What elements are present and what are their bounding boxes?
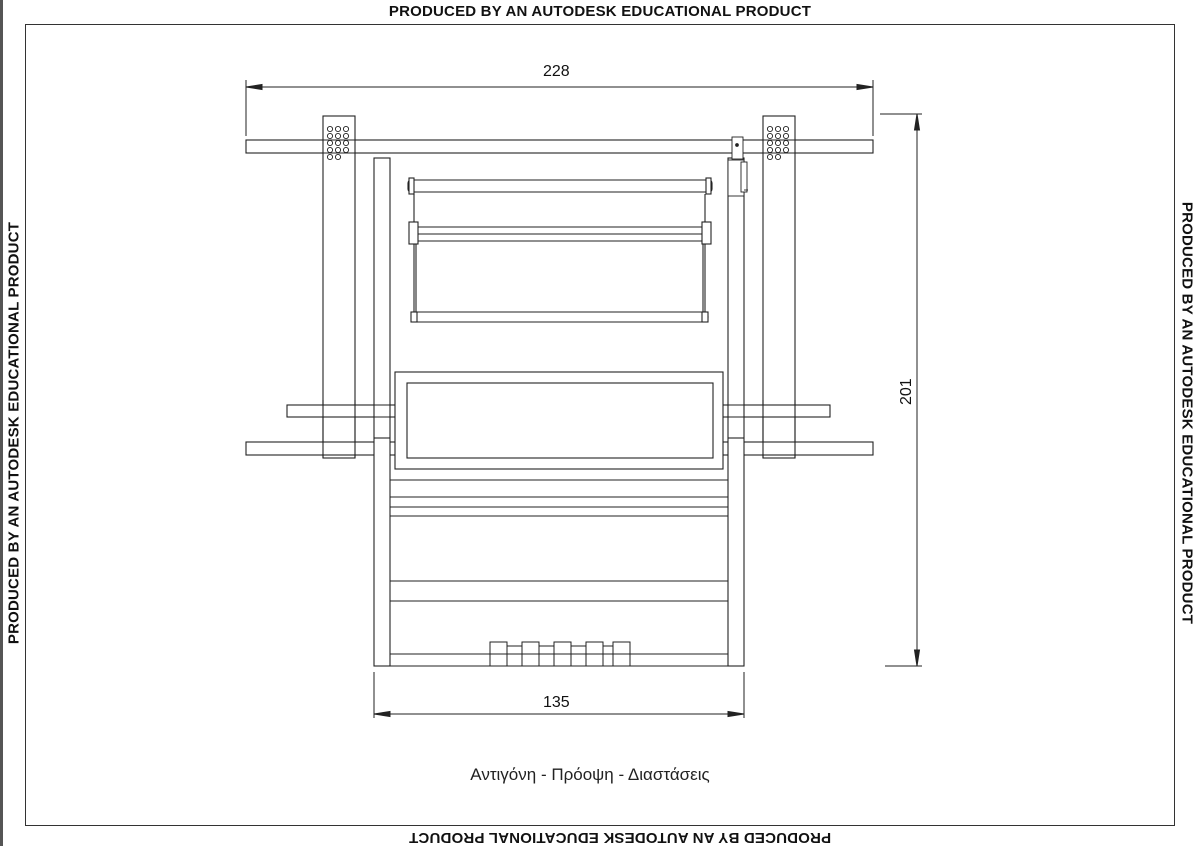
backrest-panel bbox=[395, 372, 723, 469]
dim-label-overall-width: 228 bbox=[543, 63, 570, 80]
watermark-top: PRODUCED BY AN AUTODESK EDUCATIONAL PRODUCT bbox=[388, 3, 812, 20]
seat-slats bbox=[390, 480, 728, 601]
base-wheels bbox=[490, 642, 630, 666]
watermark-right: PRODUCED BY AN AUTODESK EDUCATIONAL PRODUCT bbox=[1178, 201, 1196, 625]
third-rod bbox=[411, 312, 708, 322]
top-rod bbox=[408, 178, 712, 194]
hanging-links bbox=[414, 194, 705, 312]
dim-label-overall-height: 201 bbox=[898, 378, 915, 405]
watermark-left: PRODUCED BY AN AUTODESK EDUCATIONAL PRODUCT bbox=[5, 221, 23, 645]
drawing-caption: Αντιγόνη - Πρόοψη - Διαστάσεις bbox=[470, 765, 710, 784]
dim-label-base-width: 135 bbox=[543, 694, 570, 711]
watermark-bottom: PRODUCED BY AN AUTODESK EDUCATIONAL PRODUCT bbox=[408, 829, 832, 846]
second-rod bbox=[409, 222, 711, 244]
